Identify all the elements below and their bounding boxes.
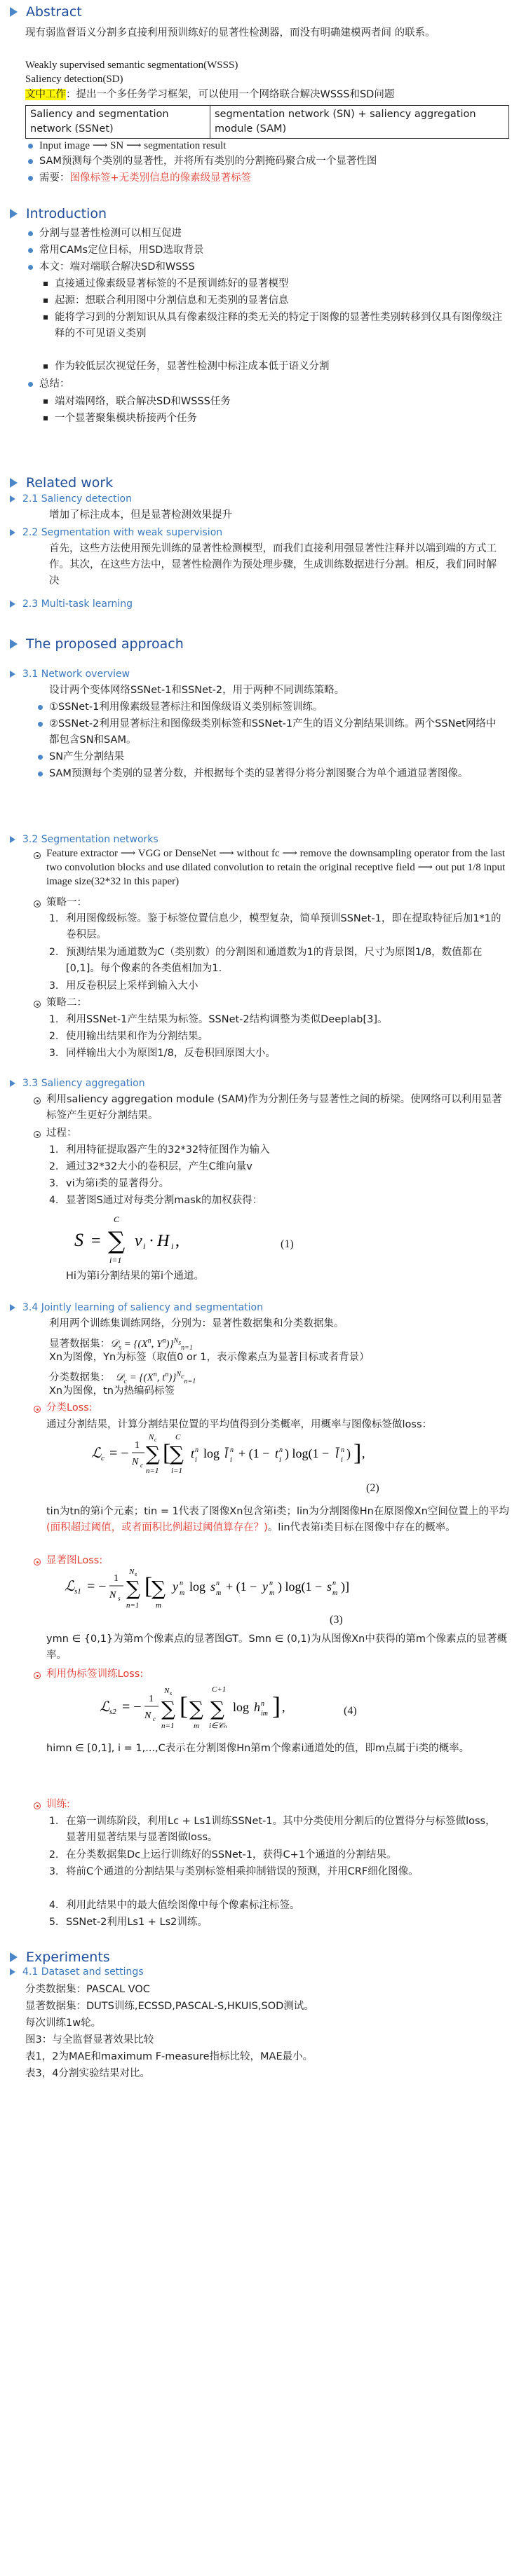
- bullet-icon: [38, 705, 43, 710]
- saliency-aggregation-description: 利用saliency aggregation module (SAM)作为分割任务与显著性之间的桥梁。使网络可以利用显著标签产生更好分割结果。: [46, 1094, 502, 1121]
- svg-text:C: C: [175, 1433, 181, 1441]
- step-number: 1.: [49, 1014, 59, 1025]
- subsection-3-4-heading[interactable]: 3.4 Jointly learning of saliency and segmentation: [10, 1301, 263, 1315]
- pseudo-label-loss-note: himn ∈ [0,1], i = 1,...,C表示在分割图像Hn第m个像素i通道处的值，即m点属于i类的概率。: [46, 1743, 470, 1754]
- subsection-2-2-heading[interactable]: 2.2 Segmentation with weak supervision: [10, 526, 222, 540]
- svg-text:log: log: [203, 1446, 220, 1460]
- svg-text:1: 1: [114, 1573, 119, 1584]
- svg-text:t: t: [275, 1446, 279, 1460]
- svg-text:)]: )]: [341, 1580, 349, 1594]
- step-number: 2.: [49, 1031, 59, 1042]
- svg-text:m: m: [216, 1589, 222, 1597]
- experiment-line: 表1，2为MAE和maximum F-measure指标比较，MAE最小。: [25, 2051, 314, 2062]
- collapse-triangle-icon[interactable]: [10, 836, 15, 843]
- svg-text:c: c: [154, 1437, 157, 1443]
- subsection-3-3-heading[interactable]: 3.3 Saliency aggregation: [10, 1076, 145, 1090]
- square-bullet-icon: [43, 399, 48, 404]
- equation-4: [95, 1682, 306, 1738]
- bullet-icon: [38, 722, 43, 727]
- collapse-triangle-icon[interactable]: [10, 7, 18, 17]
- svg-text:1: 1: [135, 1440, 140, 1451]
- circle-bullet-icon: [34, 1001, 41, 1008]
- step-number: 2.: [49, 947, 59, 958]
- svg-text:N: N: [149, 1433, 154, 1441]
- step-number: 3.: [49, 1866, 59, 1877]
- svg-text:s: s: [135, 1571, 137, 1577]
- svg-text:i: i: [143, 1241, 146, 1251]
- abstract-wsss-line: Weakly supervised semantic segmentation(WSSS): [25, 60, 238, 71]
- collapse-triangle-icon[interactable]: [10, 1968, 15, 1975]
- svg-text:log: log: [233, 1700, 250, 1714]
- svg-text:n: n: [180, 1580, 183, 1587]
- equation-3: [60, 1567, 355, 1616]
- square-bullet-icon: [43, 315, 48, 320]
- svg-text:n: n: [332, 1580, 336, 1587]
- experiments-heading[interactable]: Experiments: [10, 1948, 110, 1966]
- step-number: 5.: [49, 1917, 59, 1928]
- svg-text:i: i: [341, 1456, 343, 1464]
- table-cell: Saliency and segmentation network (SSNet): [26, 106, 210, 139]
- svg-text:C+1: C+1: [212, 1685, 227, 1694]
- bullet-icon: [38, 755, 43, 760]
- svg-text:S: S: [74, 1230, 83, 1250]
- intro-summary-item: 端对端网络，联合解决SD和WSSS任务: [55, 396, 231, 407]
- related-work-heading[interactable]: Related work: [10, 474, 113, 492]
- bullet-icon: [28, 248, 33, 253]
- collapse-triangle-icon[interactable]: [10, 671, 15, 678]
- svg-text:n: n: [279, 1446, 283, 1454]
- classification-dataset-note: Xn为图像，tn为热编码标签: [49, 1385, 175, 1397]
- svg-text:n: n: [230, 1446, 234, 1454]
- math-inline: 𝒟$_s$ = {($X^n$, $Y^n)\}^{N_s}_{n=1}$: [110, 1337, 193, 1352]
- svg-text:n=1: n=1: [126, 1601, 140, 1610]
- training-step: SSNet-2利用Ls1 + Ls2训练。: [66, 1917, 208, 1928]
- saliency-loss-note: ymn ∈ {0,1}为第m个像素点的显著图GT。Smn ∈ (0,1)为从图像Xn中获得的第m个像素点的显著概率。: [46, 1633, 507, 1661]
- svg-text:n=1: n=1: [161, 1722, 175, 1730]
- svg-text:n: n: [195, 1446, 198, 1454]
- subsection-2-1-heading[interactable]: 2.1 Saliency detection: [10, 492, 132, 506]
- classification-loss-title: 分类Loss:: [46, 1402, 93, 1413]
- table-cell: segmentation network (SN) + saliency aggregation module (SAM): [210, 106, 509, 139]
- strategy-two-step: 使用输出结果和作为分割结果。: [66, 1031, 208, 1042]
- network-overview-item: SN产生分割结果: [49, 751, 125, 762]
- svg-text:+ (1 −: + (1 −: [226, 1580, 257, 1594]
- subsection-3-2-heading[interactable]: 3.2 Segmentation networks: [10, 833, 159, 847]
- process-step: 利用特征提取器产生的32*32特征图作为输入: [66, 1144, 270, 1156]
- svg-text:) log(1 −: ) log(1 −: [278, 1580, 323, 1594]
- equation-1: [70, 1212, 196, 1268]
- svg-text:ℒ: ℒ: [100, 1699, 110, 1715]
- intro-sub-item: 作为较低层次视觉任务，显著性检测中标注成本低于语义分割: [55, 361, 330, 372]
- svg-text:[: [: [180, 1692, 188, 1720]
- circle-bullet-icon: [34, 1802, 41, 1809]
- strategy-one-label: 策略一：: [46, 897, 87, 908]
- subsection-3-1-heading[interactable]: 3.1 Network overview: [10, 667, 130, 681]
- svg-text:N: N: [164, 1687, 170, 1695]
- svg-text:C: C: [114, 1214, 120, 1224]
- svg-text:=: =: [91, 1232, 101, 1250]
- bullet-icon: [28, 265, 33, 270]
- svg-text:∑: ∑: [108, 1227, 126, 1255]
- experiment-line: 图3：与全监督显著效果比较: [25, 2034, 154, 2046]
- svg-text:[: [: [163, 1440, 171, 1466]
- step-number: 2.: [49, 1161, 59, 1172]
- strategy-one-step: 利用图像级标签。鉴于标签位置信息少，模型复杂，简单预训SSNet-1，即在提取特征后加1*1的卷积层。: [66, 913, 501, 940]
- svg-text:c: c: [140, 1462, 143, 1469]
- equation-number: (4): [344, 1705, 357, 1717]
- square-bullet-icon: [43, 416, 48, 420]
- network-overview-item: SAM预测每个类别的显著分数，并根据每个类的显著得分将分割图聚合为单个通道显著图像。: [49, 768, 469, 779]
- experiment-line: 显著数据集：DUTS训练,ECSSD,PASCAL-S,HKUIS,SOD测试。: [25, 2001, 314, 2012]
- svg-text:= −: = −: [109, 1446, 129, 1461]
- svg-text:N: N: [144, 1711, 151, 1721]
- svg-text:,: ,: [175, 1232, 180, 1250]
- bullet-icon: [28, 231, 33, 236]
- math-inline: 𝒟$_c$ = {($X^n$, $t^n)\}^{N_c}_{n=1}$: [110, 1371, 196, 1385]
- training-title: 训练:: [46, 1799, 70, 1810]
- process-step: 通过32*32大小的卷积层，产生C维向量v: [66, 1161, 252, 1172]
- svg-text:y: y: [173, 1580, 178, 1594]
- svg-text:v: v: [135, 1232, 142, 1250]
- intro-item: 本文：端对端联合解决SD和WSSS: [39, 261, 195, 273]
- intro-sub-item: 直接通过像素级显著标签的不是预训练好的显著模型: [55, 278, 289, 289]
- abstract-sd-line: Saliency detection(SD): [25, 74, 123, 85]
- equation-number: (1): [281, 1238, 294, 1250]
- step-number: 3.: [49, 1178, 59, 1189]
- network-overview-item: ①SSNet-1利用像素级显著标注和图像级语义类别标签训练。: [49, 701, 323, 713]
- collapse-triangle-icon[interactable]: [10, 478, 18, 488]
- abstract-heading[interactable]: Abstract: [10, 3, 82, 21]
- step-number: 1.: [49, 1816, 59, 1827]
- circle-bullet-icon: [34, 1097, 41, 1104]
- training-step: 在分类数据集Dc上运行训练好的SSNet-1，获得C+1个通道的分割结果。: [66, 1849, 397, 1861]
- svg-text:∑: ∑: [189, 1697, 203, 1720]
- step-number: 3.: [49, 1048, 59, 1059]
- abstract-work-line: 文中工作：提出一个多任务学习框架，可以使用一个网络联合解决WSSS和SD问题: [25, 89, 395, 100]
- joint-learning-intro: 利用两个训练集训练网络，分别为：显著性数据集和分类数据集。: [49, 1318, 344, 1329]
- svg-text:im: im: [261, 1710, 268, 1718]
- svg-text:N: N: [129, 1568, 135, 1576]
- abstract-bullet-3: 需要：图像标签+无类别信息的像素级显著标签: [39, 172, 252, 184]
- svg-text:l̄: l̄: [335, 1446, 339, 1460]
- svg-text:∑: ∑: [126, 1577, 140, 1600]
- circle-bullet-icon: [34, 1672, 41, 1679]
- svg-text:i: i: [279, 1456, 281, 1464]
- network-overview-intro: 设计两个变体网络SSNet-1和SSNet-2，用于两种不同训练策略。: [49, 685, 345, 696]
- classification-loss-desc: 通过分割结果，计算分割结果位置的平均值得到分类概率，用概率与图像标签做loss：: [46, 1419, 433, 1430]
- svg-text:n: n: [341, 1446, 344, 1454]
- training-step: 在第一训练阶段，利用Lc + Ls1训练SSNet-1。其中分类使用分割后的位置得分与标签做loss，显著用显著结果与显著图做loss。: [66, 1816, 496, 1843]
- step-number: 4.: [49, 1900, 59, 1911]
- experiment-line: 每次训练1w轮。: [25, 2017, 102, 2029]
- bullet-icon: [28, 159, 33, 164]
- svg-text:ℒ: ℒ: [91, 1446, 102, 1461]
- highlight-label: 文中工作: [25, 89, 66, 100]
- svg-text:n: n: [216, 1580, 220, 1587]
- svg-text:1: 1: [149, 1694, 154, 1704]
- step-number: 4.: [49, 1195, 59, 1206]
- classification-dataset-line: 分类数据集： 𝒟$_c$ = {($X^n$, $t^n)\}^{N_c}_{n=1}$: [49, 1371, 196, 1385]
- svg-text:n: n: [269, 1580, 273, 1587]
- strategy-two-step: 同样输出大小为原图1/8，反卷积回原图大小。: [66, 1048, 276, 1059]
- experiment-line: 分类数据集：PASCAL VOC: [25, 1984, 150, 1995]
- abstract-table: [25, 105, 509, 139]
- circle-bullet-icon: [34, 1558, 41, 1566]
- saliency-dataset-line: 显著数据集：𝒟$_s$ = {($X^n$, $Y^n)\}^{N_s}_{n=1}$: [49, 1337, 193, 1352]
- svg-text:log: log: [189, 1580, 206, 1594]
- svg-text:) log(1 −: ) log(1 −: [285, 1446, 330, 1460]
- related-2-2-text: 首先，这些方法使用预先训练的显著性检测模型，而我们直接利用强显著性注释并以端到端的方式工作。其次，在这些方法中，显著性检测作为预处理步骤，生成训练数据进行分割。相反，我们同时解决: [49, 543, 497, 587]
- equation-number: (3): [330, 1614, 343, 1626]
- svg-text:n: n: [261, 1700, 264, 1708]
- svg-text:i=1: i=1: [109, 1255, 122, 1265]
- equation-1-note: Hi为第i分割结果的第i个通道。: [66, 1270, 204, 1282]
- subsection-4-1-heading[interactable]: 4.1 Dataset and settings: [10, 1965, 144, 1979]
- svg-text:]: ]: [353, 1440, 362, 1466]
- intro-item: 分割与显著性检测可以相互促进: [39, 228, 182, 239]
- step-number: 1.: [49, 913, 59, 924]
- intro-summary-label: 总结：: [39, 378, 70, 390]
- svg-text:]: ]: [272, 1692, 281, 1720]
- network-overview-item: ②SSNet-2利用显著标注和图像级类别标签和SSNet-1产生的语义分割结果训练。两个SSNet网络中都包含SN和SAM。: [49, 718, 497, 746]
- svg-text:ℒ: ℒ: [65, 1579, 75, 1594]
- svg-text:H: H: [157, 1232, 170, 1250]
- intro-item: 常用CAMs定位目标，用SD选取背景: [39, 245, 204, 256]
- strategy-two-step: 利用SSNet-1产生结果为标签。SSNet-2结构调整为类似Deeplab[3]。: [66, 1014, 388, 1025]
- circle-bullet-icon: [34, 900, 41, 907]
- strategy-one-step: 用反卷积层上采样到输入大小: [66, 980, 198, 992]
- svg-text:t: t: [191, 1446, 195, 1460]
- bullet-icon: [28, 176, 33, 181]
- svg-text:N: N: [132, 1457, 139, 1467]
- experiment-line: 表3，4分割实验结果对比。: [25, 2068, 150, 2079]
- collapse-triangle-icon[interactable]: [10, 209, 18, 219]
- svg-text:= −: = −: [122, 1699, 142, 1715]
- bullet-icon: [28, 144, 33, 149]
- collapse-triangle-icon[interactable]: [10, 601, 15, 608]
- abstract-bullet-2: SAM预测每个类别的显著性，并将所有类别的分割掩码聚合成一个显著性图: [39, 156, 377, 167]
- step-number: 2.: [49, 1849, 59, 1861]
- strategy-two-label: 策略二：: [46, 997, 87, 1008]
- svg-text:i: i: [171, 1241, 174, 1251]
- subsection-2-3-heading[interactable]: 2.3 Multi-task learning: [10, 597, 133, 611]
- svg-text:c: c: [101, 1454, 105, 1462]
- svg-text:s: s: [210, 1580, 216, 1594]
- svg-text:s2: s2: [109, 1708, 116, 1716]
- svg-text:l̄: l̄: [224, 1446, 229, 1460]
- step-number: 1.: [49, 1144, 59, 1156]
- svg-text:s: s: [118, 1595, 121, 1602]
- collapse-triangle-icon[interactable]: [10, 1304, 15, 1311]
- svg-text:h: h: [254, 1700, 260, 1714]
- process-step: vi为第i类的显著得分。: [66, 1178, 170, 1189]
- circle-bullet-icon: [34, 1131, 41, 1138]
- svg-text:m: m: [156, 1601, 161, 1610]
- svg-text:i∈𝒞ₙ: i∈𝒞ₙ: [209, 1722, 227, 1730]
- equation-2: [70, 1430, 393, 1480]
- abstract-bullet-1: Input image ⟶ SN ⟶ segmentation result: [39, 140, 227, 151]
- process-label: 过程：: [46, 1128, 77, 1139]
- segmentation-network-description: Feature extractor ⟶ VGG or DenseNet ⟶ without fc ⟶ remove the downsampling operator from the last two convolution blocks and use dilated convolution to retain the original receptive field ⟶ out put 1/8 input image size(32*32 in this paper): [46, 848, 506, 887]
- process-step: 显著图S通过对每类分割mask的加权获得：: [66, 1195, 263, 1206]
- svg-text:∑: ∑: [146, 1442, 160, 1465]
- svg-text:c: c: [153, 1715, 156, 1722]
- square-bullet-icon: [43, 364, 48, 369]
- square-bullet-icon: [43, 282, 48, 286]
- svg-text:,: ,: [362, 1446, 365, 1460]
- svg-text:y: y: [262, 1580, 268, 1594]
- equation-number: (2): [366, 1482, 379, 1494]
- svg-text:·: ·: [149, 1232, 154, 1250]
- svg-text:[: [: [144, 1573, 153, 1599]
- collapse-triangle-icon[interactable]: [10, 495, 15, 502]
- introduction-heading[interactable]: Introduction: [10, 205, 107, 223]
- intro-summary-item: 一个显著聚集模块桥接两个任务: [55, 413, 197, 424]
- saliency-loss-title: 显著图Loss:: [46, 1555, 103, 1566]
- svg-text:m: m: [194, 1722, 199, 1730]
- bullet-icon: [28, 382, 33, 387]
- svg-text:s1: s1: [74, 1587, 81, 1596]
- training-step: 利用此结果中的最大值绘图像中每个像素标注标签。: [66, 1900, 300, 1911]
- circle-bullet-icon: [34, 1406, 41, 1413]
- svg-text:∑: ∑: [210, 1697, 224, 1720]
- collapse-triangle-icon[interactable]: [10, 639, 18, 649]
- pseudo-label-loss-title: 利用伪标签训练Loss:: [46, 1669, 144, 1680]
- classification-loss-note: tin为tn的第i个元素；tin = 1代表了图像Xn包含第i类；lin为分割图像Hn在原图像Xn空间位置上的平均(面积超过阈值，或者面积比例超过阈值算存在？)。lin代表第i类目标在图像中存在的概率。: [46, 1506, 509, 1533]
- proposed-approach-heading[interactable]: The proposed approach: [10, 635, 184, 653]
- training-step: 将前C个通道的分割结果与类别标签相乘抑制错误的预测，并用CRF细化图像。: [66, 1866, 419, 1877]
- collapse-triangle-icon[interactable]: [10, 1080, 15, 1087]
- svg-text:s: s: [170, 1690, 173, 1697]
- svg-text:∑: ∑: [161, 1697, 175, 1720]
- svg-text:n=1: n=1: [146, 1467, 159, 1475]
- intro-sub-item: 起源：想联合利用图中分割信息和无类别的显著信息: [55, 295, 289, 306]
- saliency-dataset-note: Xn为图像，Yn为标签（取值0 or 1，表示像素点为显著目标或者背景）: [49, 1352, 370, 1363]
- svg-text:N: N: [109, 1590, 116, 1601]
- svg-text:i=1: i=1: [171, 1467, 182, 1475]
- svg-text:i: i: [230, 1456, 232, 1464]
- abstract-paragraph-1: 现有弱监督语义分割多直接利用预训练好的显著性检测器，而没有明确建模两者间 的联系。: [25, 27, 436, 39]
- svg-text:,: ,: [282, 1700, 285, 1714]
- square-bullet-icon: [43, 299, 48, 303]
- strategy-one-step: 预测结果为通道数为C（类别数）的分割图和通道数为1的背景图，尺寸为原图1/8，数值都在[0,1]。每个像素的各类值相加为1.: [66, 947, 483, 974]
- svg-text:m: m: [269, 1589, 275, 1597]
- svg-text:= −: = −: [87, 1579, 107, 1594]
- bullet-icon: [38, 772, 43, 776]
- svg-text:): ): [346, 1446, 351, 1460]
- svg-text:∑: ∑: [151, 1577, 166, 1600]
- related-2-1-text: 增加了标注成本，但是显著检测效果提升: [49, 509, 232, 521]
- step-number: 3.: [49, 980, 59, 992]
- circle-bullet-icon: [34, 852, 41, 859]
- collapse-triangle-icon[interactable]: [10, 1952, 18, 1962]
- intro-sub-item: 能将学习到的分割知识从具有像素级注释的类无关的特定于图像的显著性类别转移到仅具有图像级注释的不可见语义类别: [55, 312, 502, 339]
- collapse-triangle-icon[interactable]: [10, 529, 15, 536]
- svg-text:i: i: [195, 1456, 197, 1464]
- svg-text:+ (1 −: + (1 −: [238, 1446, 270, 1460]
- svg-text:s: s: [327, 1580, 332, 1594]
- svg-text:m: m: [332, 1589, 338, 1597]
- svg-text:∑: ∑: [170, 1442, 184, 1465]
- svg-text:m: m: [180, 1589, 185, 1597]
